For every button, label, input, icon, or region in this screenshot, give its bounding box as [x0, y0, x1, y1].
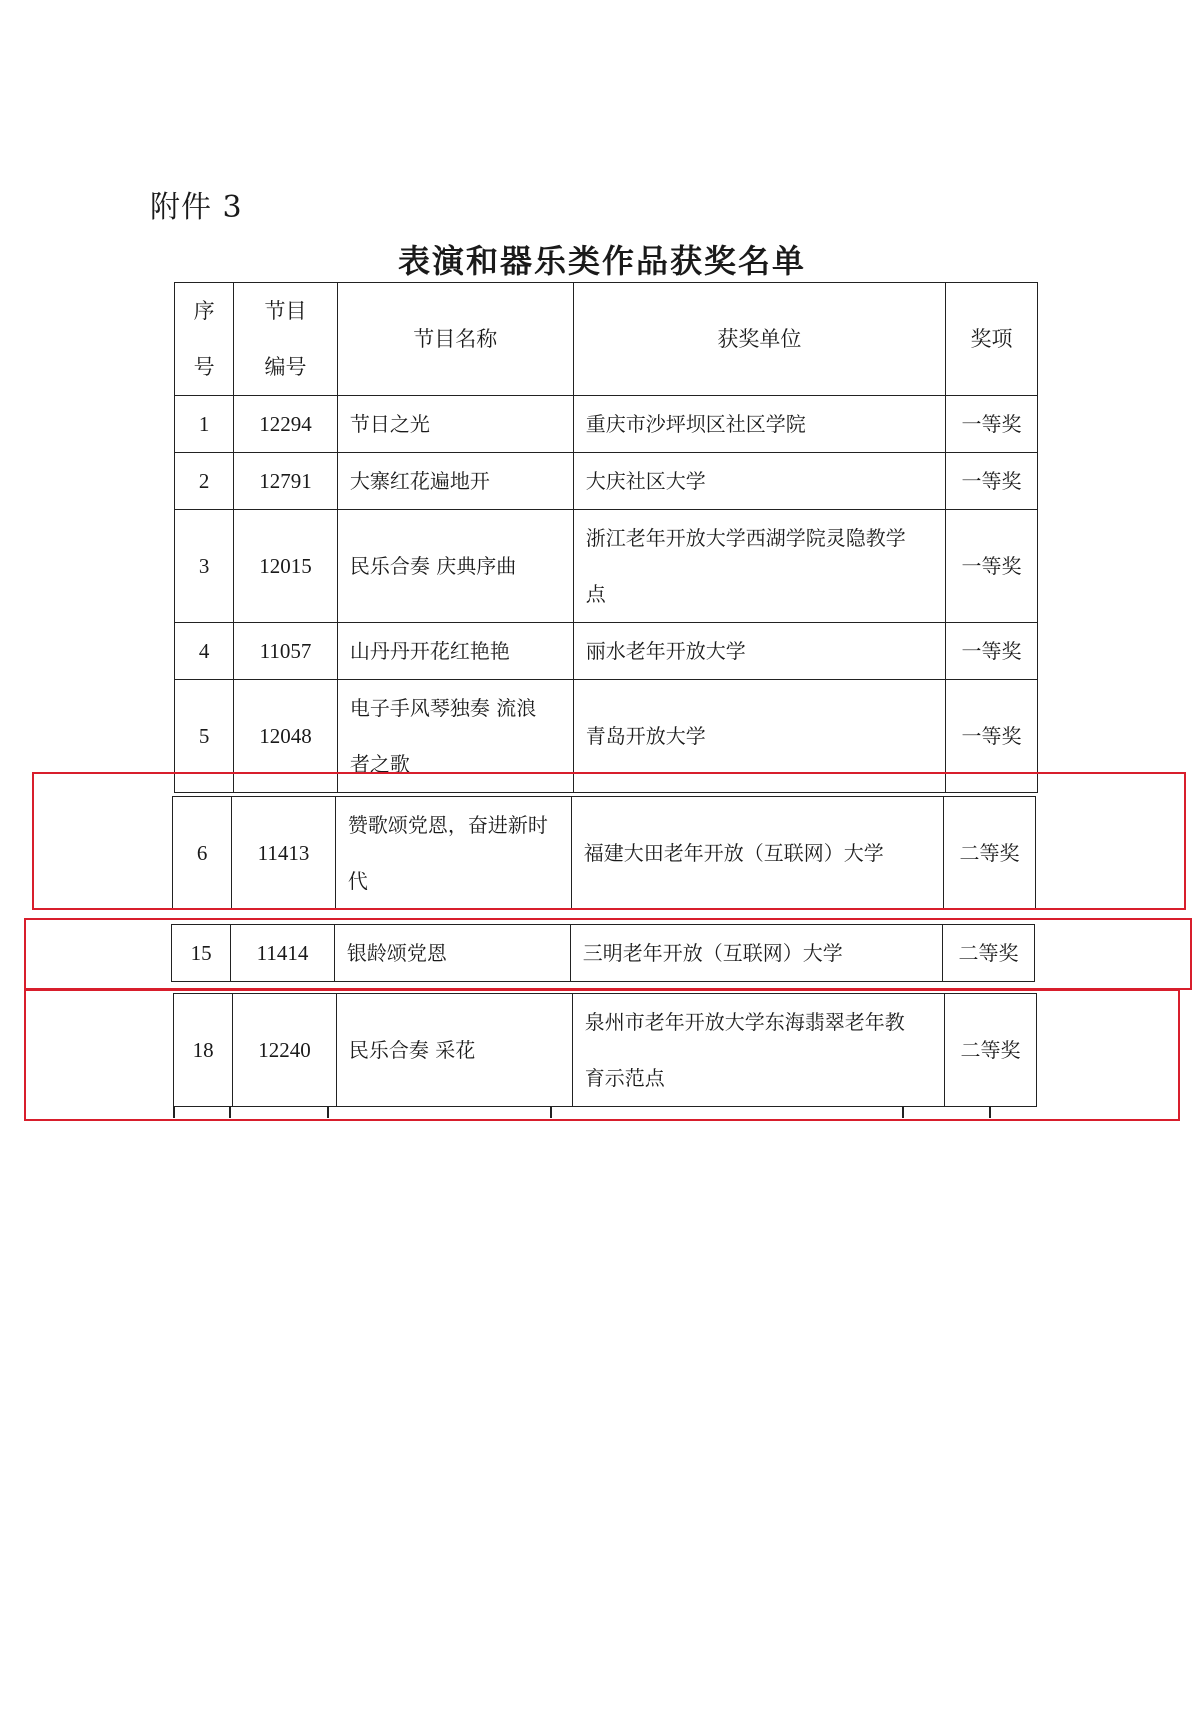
highlight-box — [24, 918, 1192, 990]
page-title: 表演和器乐类作品获奖名单 — [397, 242, 806, 280]
table-row: 2 12791 大寨红花遍地开 大庆社区大学 一等奖 — [175, 453, 1038, 510]
awards-table — [174, 282, 1038, 793]
table-row: 5 12048 电子手风琴独奏 流浪 者之歌 青岛开放大学 一等奖 — [175, 680, 1038, 793]
header-name: 节目名称 — [337, 283, 573, 396]
table-header-row — [175, 283, 1038, 396]
attachment-label: 附件 3 — [150, 190, 243, 225]
highlight-box — [32, 772, 1186, 910]
header-unit: 获奖单位 — [573, 283, 945, 396]
table-row: 4 11057 山丹丹开花红艳艳 丽水老年开放大学 一等奖 — [175, 623, 1038, 680]
header-code: 节目 编号 — [234, 283, 338, 396]
table-row: 15 11414 银龄颂党恩 三明老年开放（互联网）大学 二等奖 — [172, 925, 1035, 982]
highlight-box — [24, 989, 1180, 1121]
table-row: 3 12015 民乐合奏 庆典序曲 浙江老年开放大学西湖学院灵隐教学 点 一等奖 — [175, 510, 1038, 623]
table-row: 6 11413 赞歌颂党恩，奋进新时 代 福建大田老年开放（互联网）大学 二等奖 — [173, 797, 1036, 910]
table-row: 18 12240 民乐合奏 采花 泉州市老年开放大学东海翡翠老年教 育示范点 二等奖 — [174, 994, 1037, 1107]
table-row: 1 12294 节日之光 重庆市沙坪坝区社区学院 一等奖 — [175, 396, 1038, 453]
header-award: 奖项 — [945, 283, 1037, 396]
header-seq: 序 号 — [175, 283, 234, 396]
